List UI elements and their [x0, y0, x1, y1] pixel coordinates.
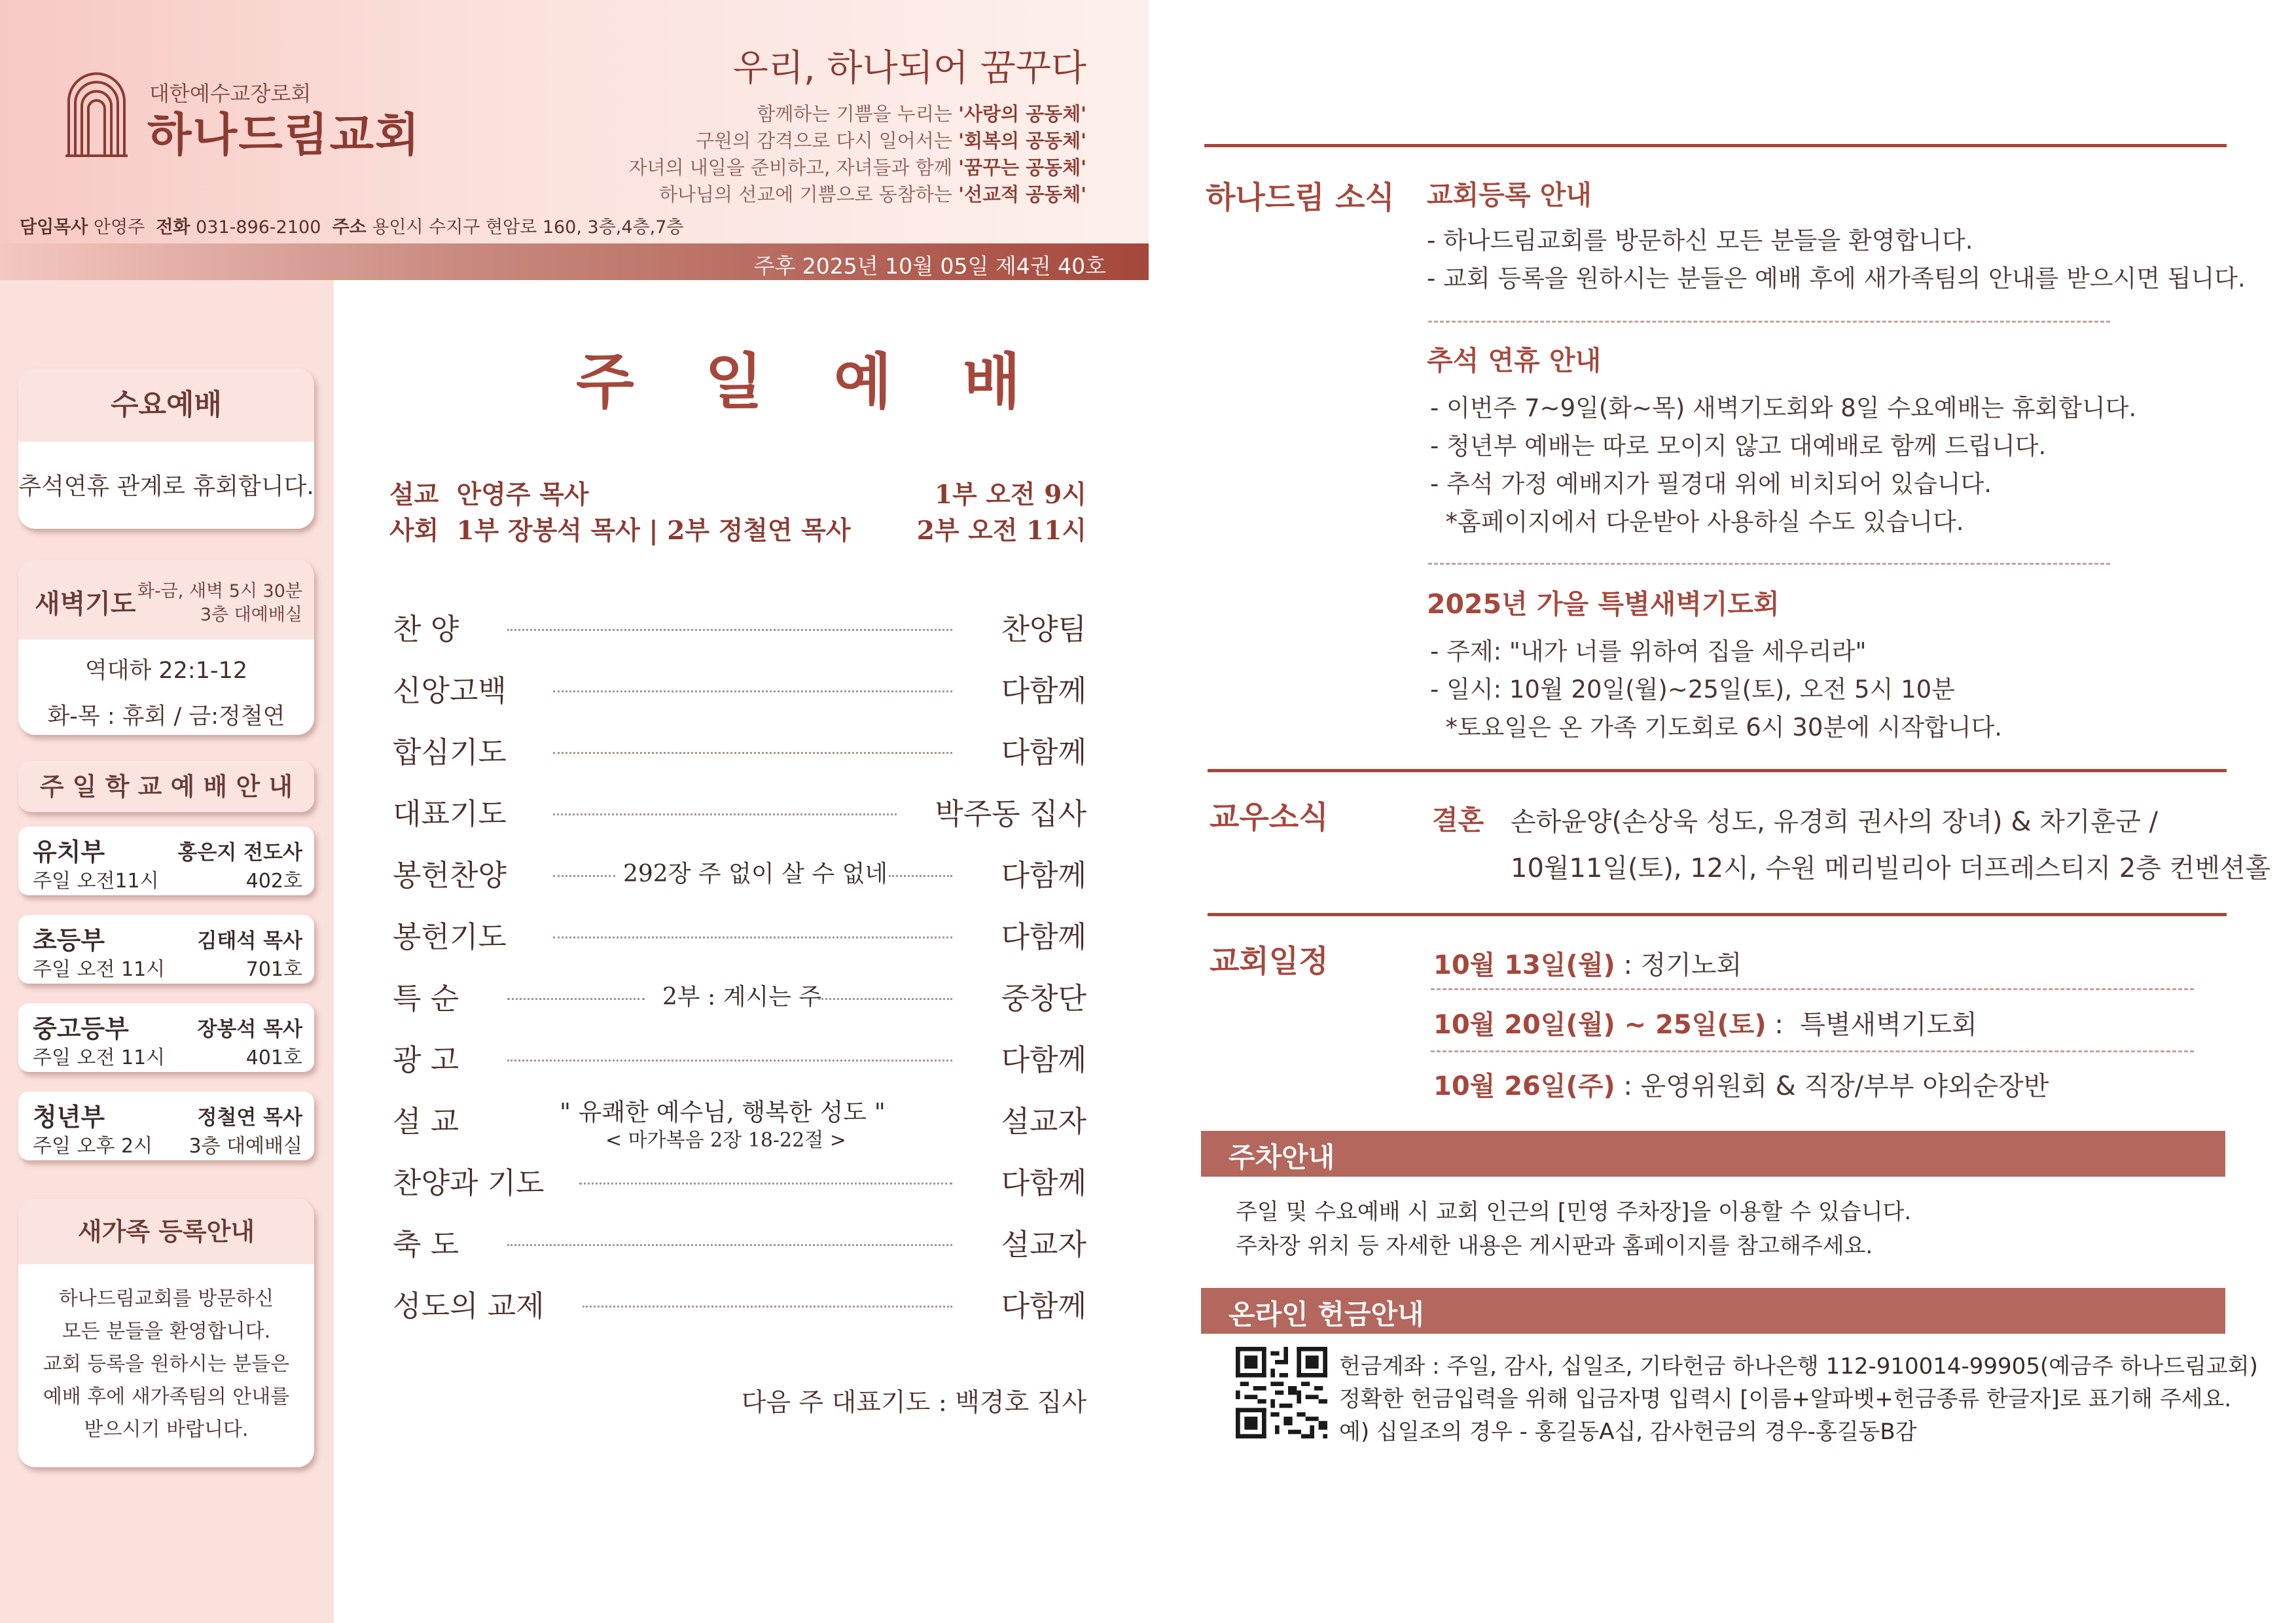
- schedule-item: 10월 13일(월) : 정기노회: [1433, 950, 1742, 980]
- newcomer-card: [18, 1199, 314, 1467]
- news-line: - 이번주 7~9일(화~목) 새벽기도회와 8일 수요예배는 휴회합니다.: [1430, 394, 2137, 422]
- dashed-divider: [1428, 321, 2110, 323]
- parking-line: 주차장 위치 등 자세한 내용은 게시판과 홈페이지를 참고해주세요.: [1236, 1233, 1873, 1259]
- news-item-title: 2025년 가을 특별새벽기도회: [1427, 588, 1780, 620]
- dashed-divider: [1428, 563, 2110, 565]
- motto-2: 구원의 감격으로 다시 일어서는 '회복의 공동체': [696, 130, 1086, 152]
- dept-name: 초등부: [33, 926, 105, 955]
- service-time-1: 1부 오전 9시: [934, 480, 1086, 510]
- contact-line: 담임목사 안영주 전화 031-896-2100 주소 용인시 수지구 현암로 160, 3층,4층,7층: [20, 217, 684, 238]
- divider: [1208, 913, 2227, 916]
- members-line: 손하윤양(손상욱 성도, 유경희 권사의 장녀) & 차기훈군 /: [1511, 807, 2159, 837]
- schedule-title: 교회일정: [1210, 944, 1329, 980]
- order-row: 찬양과 기도 다함께: [393, 1166, 1086, 1200]
- schedule-item: 10월 20일(월) ~ 25일(토) : 특별새벽기도회: [1433, 1010, 1977, 1040]
- section-title: 주 일 학 교 예 배 안 내: [18, 761, 314, 812]
- newcomer-line: 받으시기 바랍니다.: [84, 1418, 249, 1441]
- dept-leader: 홍은지 전도사: [177, 841, 302, 865]
- card-title: 새가족 등록안내: [18, 1199, 314, 1264]
- worship-title: 주 일 예 배: [576, 346, 1046, 417]
- next-prayer: 다음 주 대표기도 : 백경호 집사: [741, 1388, 1086, 1418]
- dept-room: 402호: [245, 870, 302, 893]
- dept-time: 주일 오전11시: [33, 870, 159, 893]
- dawn-time: 화-금, 새벽 5시 30분: [137, 581, 302, 601]
- dept-name: 중고등부: [33, 1014, 129, 1043]
- offering-line: 정확한 헌금입력을 위해 입금자명 입력시 [이름+알파벳+헌금종류 한글자]로 표기해 주세요.: [1339, 1386, 2232, 1412]
- dawn-prayer-card: [18, 560, 314, 735]
- denomination: 대한예수교장로회: [149, 81, 312, 106]
- divider: [1204, 144, 2227, 147]
- order-row: 봉헌찬양 292장 주 없이 살 수 없네 다함께: [393, 858, 1086, 893]
- department-card: [18, 1092, 314, 1160]
- dept-room: 3층 대예배실: [188, 1135, 302, 1158]
- card-body: 추석연휴 관계로 휴회합니다.: [18, 473, 314, 500]
- motto-4: 하나님의 선교에 기쁨으로 동참하는 '선교적 공동체': [658, 183, 1086, 205]
- dept-room: 701호: [245, 958, 302, 981]
- newcomer-line: 하나드림교회를 방문하신: [58, 1287, 274, 1310]
- newcomer-line: 모든 분들을 환영합니다.: [62, 1320, 271, 1343]
- parking-bar: [1201, 1131, 2225, 1177]
- dept-time: 주일 오후 2시: [33, 1135, 153, 1158]
- offering-line: 예) 십일조의 경우 - 홍길동A십, 감사헌금의 경우-홍길동B감: [1339, 1419, 1917, 1445]
- newcomer-line: 예배 후에 새가족팀의 안내를: [43, 1385, 290, 1408]
- members-line: 10월11일(토), 12시, 수원 메리빌리아 더프레스티지 2층 컨벤션홀: [1511, 853, 2271, 883]
- department-card: [18, 827, 314, 895]
- order-row: 대표기도 박주동 집사: [393, 796, 1086, 831]
- order-row: 합심기도 다함께: [393, 735, 1086, 770]
- sunday-school-header: [18, 761, 314, 812]
- department-card: [18, 915, 314, 984]
- order-row: 광 고 다함께: [393, 1043, 1086, 1077]
- wednesday-service-card: [18, 368, 314, 529]
- dawn-note: 화-목 : 휴회 / 금:정철연: [47, 704, 285, 730]
- news-line: - 하나드림교회를 방문하신 모든 분들을 환영합니다.: [1427, 226, 1973, 255]
- order-row: 특 순 2부 : 계시는 주 중창단: [393, 981, 1086, 1016]
- news-line: - 일시: 10월 20일(월)~25일(토), 오전 5시 10분: [1430, 675, 1955, 704]
- dept-name: 유치부: [33, 838, 105, 866]
- dept-leader: 김태석 목사: [197, 929, 302, 953]
- dept-time: 주일 오전 11시: [33, 958, 166, 981]
- members-label: 결혼: [1432, 804, 1484, 836]
- dept-leader: 장봉석 목사: [197, 1018, 302, 1041]
- motto-1: 함께하는 기쁨을 누리는 '사랑의 공동체': [757, 103, 1086, 125]
- dept-leader: 정철연 목사: [197, 1106, 302, 1130]
- slogan: 우리, 하나되어 꿈꾸다: [732, 47, 1086, 90]
- card-title: 새벽기도: [35, 589, 136, 619]
- dashed-divider: [1431, 988, 2194, 990]
- church-name: 하나드림교회: [147, 108, 421, 162]
- news-line: - 주제: "내가 너를 위하여 집을 세우리라": [1430, 637, 1867, 666]
- host-line: 사회 1부 장봉석 목사 | 2부 정철연 목사: [389, 516, 851, 546]
- news-line: - 청년부 예배는 따로 모이지 않고 대예배로 함께 드립니다.: [1430, 432, 2047, 460]
- offering-title: 온라인 헌금안내: [1229, 1298, 1424, 1330]
- news-title: 하나드림 소식: [1206, 180, 1395, 216]
- card-title: 수요예배: [18, 368, 314, 442]
- order-row: 성도의 교제 다함께: [393, 1289, 1086, 1323]
- news-line: - 추석 가정 예배지가 필경대 위에 비치되어 있습니다.: [1430, 470, 1992, 498]
- order-row: 설 교 " 유쾌한 예수님, 행복한 성도 " < 마가복음 2장 18-22절 > 설교자: [393, 1098, 1086, 1152]
- news-item-title: 추석 연휴 안내: [1427, 345, 1602, 376]
- order-row: 신앙고백 다함께: [393, 673, 1086, 708]
- dept-time: 주일 오전 11시: [33, 1046, 166, 1069]
- parking-title: 주차안내: [1229, 1141, 1335, 1173]
- news-line: - 교회 등록을 원하시는 분들은 예배 후에 새가족팀의 안내를 받으시면 됩니다.: [1427, 264, 2246, 293]
- dept-room: 401호: [245, 1046, 302, 1069]
- motto-3: 자녀의 내일을 준비하고, 자녀들과 함께 '꿈꾸는 공동체': [628, 156, 1086, 179]
- order-row: 봉헌기도 다함께: [393, 919, 1086, 954]
- qr-code-icon[interactable]: [1236, 1347, 1327, 1438]
- dashed-divider: [1431, 1050, 2194, 1052]
- issue-date: 주후 2025년 10월 05일 제4권 40호: [753, 253, 1106, 279]
- dawn-passage: 역대하 22:1-12: [84, 658, 248, 684]
- dept-name: 청년부: [33, 1103, 105, 1132]
- news-line: *홈페이지에서 다운받아 사용하실 수도 있습니다.: [1430, 508, 1964, 536]
- church-logo-icon: [65, 72, 128, 157]
- offering-line: 헌금계좌 : 주일, 감사, 십일조, 기타헌금 하나은행 112-910014-99905(예금주 하나드림교회): [1339, 1353, 2258, 1380]
- order-row: 축 도 설교자: [393, 1227, 1086, 1262]
- department-card: [18, 1003, 314, 1072]
- service-time-2: 2부 오전 11시: [916, 516, 1086, 546]
- divider: [1208, 769, 2227, 772]
- parking-line: 주일 및 수요예배 시 교회 인근의 [민영 주차장]을 이용할 수 있습니다.: [1236, 1199, 1912, 1225]
- members-title: 교우소식: [1210, 800, 1329, 836]
- newcomer-line: 교회 등록을 원하시는 분들은: [43, 1353, 290, 1376]
- news-line: *토요일은 온 가족 기도회로 6시 30분에 시작합니다.: [1430, 713, 2003, 741]
- offering-bar: [1201, 1288, 2225, 1334]
- dawn-place: 3층 대예배실: [200, 605, 302, 625]
- order-row: 찬 양 찬양팀: [393, 612, 1086, 647]
- schedule-item: 10월 26일(주) : 운영위원회 & 직장/부부 야외순장반: [1433, 1071, 2049, 1101]
- sermon-line: 설교 안영주 목사: [389, 480, 589, 510]
- news-item-title: 교회등록 안내: [1427, 179, 1592, 211]
